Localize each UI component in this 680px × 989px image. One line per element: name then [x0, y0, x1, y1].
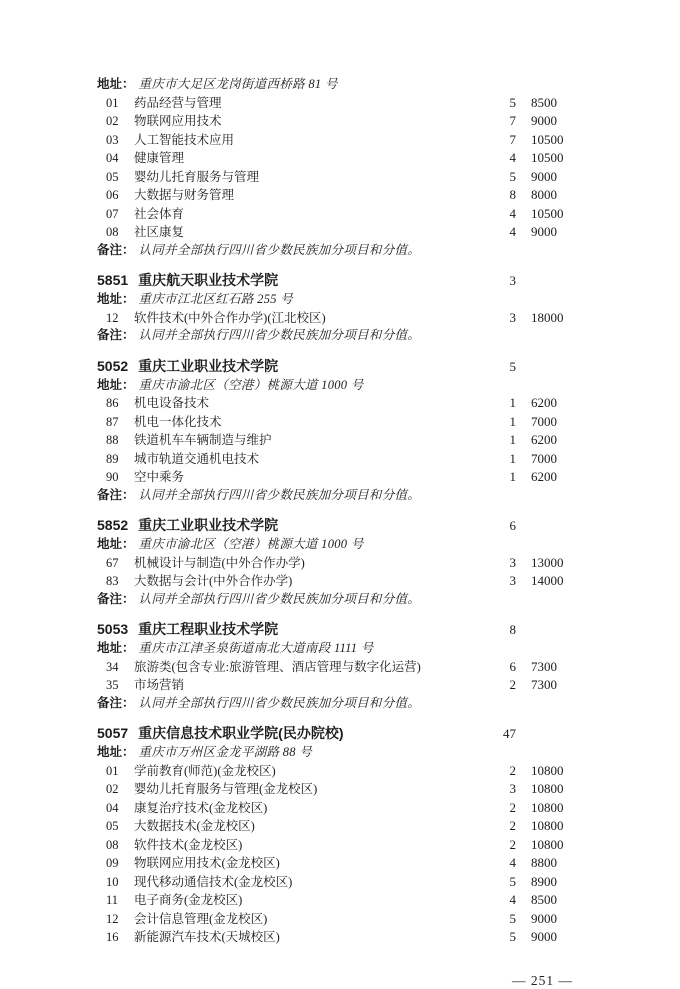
institution-name: 重庆工业职业技术学院	[138, 517, 279, 533]
major-tuition-fee: 7300	[531, 677, 557, 692]
major-plan-count: 1	[509, 395, 516, 410]
institution-quota: 5	[509, 358, 516, 374]
note-text: 认同并全部执行四川省少数民族加分项目和分值。	[138, 487, 421, 502]
major-tuition-fee: 10800	[531, 836, 564, 852]
note-label: 备注：	[97, 328, 135, 342]
address-text: 重庆市江津圣泉街道南北大道南段 1111 号	[138, 641, 374, 655]
major-name: 物联网应用技术(金龙校区)	[134, 856, 280, 870]
major-name: 大数据技术(金龙校区)	[134, 819, 255, 833]
address-text: 重庆市万州区金龙平湖路 88 号	[138, 745, 313, 759]
note-label: 备注：	[97, 242, 135, 257]
major-row	[97, 836, 573, 855]
major-name: 人工智能技术应用	[134, 132, 235, 147]
major-plan-count: 1	[509, 413, 516, 429]
major-plan-count: 4	[509, 150, 516, 165]
major-code: 04	[106, 800, 119, 815]
major-plan-count: 2	[509, 818, 516, 833]
major-name: 药品经营与管理	[134, 95, 222, 110]
major-name: 机械设计与制造(中外合作办学)	[134, 555, 305, 570]
major-plan-count: 3	[509, 573, 516, 588]
major-name: 旅游类(包含专业:旅游管理、酒店管理与数字化运营)	[134, 659, 421, 674]
institution-code: 5852	[97, 517, 129, 533]
major-plan-count: 5	[509, 168, 516, 184]
institution-section	[97, 356, 573, 505]
institution-quota: 8	[509, 622, 516, 637]
major-row	[97, 413, 573, 432]
major-tuition-fee: 6200	[531, 469, 557, 484]
major-tuition-fee: 9000	[531, 113, 557, 128]
major-plan-count: 7	[509, 113, 516, 128]
address-line	[97, 76, 573, 94]
major-code: 86	[106, 396, 119, 410]
major-tuition-fee: 14000	[531, 573, 564, 588]
major-row	[97, 780, 573, 799]
major-code: 04	[106, 151, 119, 165]
major-row	[97, 676, 573, 695]
note-text: 认同并全部执行四川省少数民族加分项目和分值。	[138, 695, 421, 710]
major-tuition-fee: 13000	[531, 554, 564, 570]
address-text: 重庆市大足区龙岗街道西桥路 81 号	[138, 77, 338, 91]
major-row	[97, 928, 573, 947]
major-row	[97, 873, 573, 892]
address-label: 地址：	[97, 292, 135, 306]
major-row	[97, 854, 573, 873]
major-name: 社会体育	[134, 206, 185, 221]
major-tuition-fee: 8900	[531, 873, 557, 889]
institution-section	[97, 270, 573, 345]
address-label: 地址：	[97, 537, 135, 551]
major-plan-count: 3	[509, 309, 516, 325]
institution-code: 5057	[97, 725, 129, 741]
major-tuition-fee: 9000	[531, 168, 557, 184]
major-name: 物联网应用技术	[134, 114, 222, 128]
major-row	[97, 131, 573, 150]
major-name: 空中乘务	[134, 470, 185, 484]
institution-name: 重庆信息技术职业学院(民办院校)	[138, 725, 344, 741]
major-tuition-fee: 8500	[531, 892, 557, 907]
major-plan-count: 1	[509, 432, 516, 447]
major-row	[97, 891, 573, 910]
major-tuition-fee: 10500	[531, 205, 564, 221]
note-line	[97, 242, 573, 260]
institution-header	[97, 723, 573, 744]
major-plan-count: 4	[509, 205, 516, 221]
major-plan-count: 2	[509, 799, 516, 815]
major-row	[97, 112, 573, 131]
major-name: 城市轨道交通机电技术	[134, 451, 260, 466]
major-name: 现代移动通信技术(金龙校区)	[134, 874, 293, 889]
institution-code: 5851	[97, 272, 129, 288]
note-line	[97, 327, 573, 345]
address-line	[97, 744, 573, 762]
major-code: 67	[106, 555, 119, 570]
institution-quota: 6	[509, 518, 516, 533]
institution-header	[97, 619, 573, 640]
note-line	[97, 487, 573, 505]
note-text: 认同并全部执行四川省少数民族加分项目和分值。	[138, 328, 421, 342]
major-plan-count: 8	[509, 187, 516, 202]
institution-code: 5053	[97, 621, 129, 637]
major-plan-count: 4	[509, 855, 516, 870]
major-row	[97, 910, 573, 929]
major-tuition-fee: 18000	[531, 309, 564, 325]
major-name: 大数据与财务管理	[134, 188, 235, 202]
major-row	[97, 799, 573, 818]
major-row	[97, 468, 573, 487]
address-line	[97, 536, 573, 554]
major-code: 07	[106, 206, 119, 221]
major-plan-count: 2	[509, 762, 516, 778]
address-label: 地址：	[97, 377, 135, 392]
note-label: 备注：	[97, 695, 135, 710]
major-tuition-fee: 10800	[531, 818, 564, 833]
note-text: 认同并全部执行四川省少数民族加分项目和分值。	[138, 242, 421, 257]
major-row	[97, 817, 573, 836]
major-row	[97, 309, 573, 328]
major-tuition-fee: 10800	[531, 762, 564, 778]
major-code: 11	[106, 893, 119, 907]
major-name: 电子商务(金龙校区)	[134, 893, 243, 907]
address-label: 地址：	[97, 745, 135, 759]
major-name: 婴幼儿托育服务与管理	[134, 169, 260, 184]
sections	[97, 76, 573, 947]
major-tuition-fee: 7000	[531, 450, 557, 466]
major-plan-count: 1	[509, 469, 516, 484]
major-code: 88	[106, 433, 119, 447]
major-plan-count: 5	[509, 94, 516, 110]
major-plan-count: 6	[509, 658, 516, 674]
major-name: 市场营销	[134, 678, 185, 692]
major-name: 新能源汽车技术(天城校区)	[134, 930, 280, 944]
major-row	[97, 554, 573, 573]
address-text: 重庆市渝北区（空港）桃源大道 1000 号	[138, 377, 364, 392]
address-line	[97, 291, 573, 309]
major-row	[97, 94, 573, 113]
major-tuition-fee: 10800	[531, 781, 564, 796]
address-text: 重庆市渝北区（空港）桃源大道 1000 号	[138, 537, 364, 551]
major-plan-count: 3	[509, 781, 516, 796]
major-name: 软件技术(金龙校区)	[134, 837, 243, 852]
major-plan-count: 5	[509, 929, 516, 944]
major-tuition-fee: 9000	[531, 910, 557, 926]
major-plan-count: 2	[509, 836, 516, 852]
major-code: 02	[106, 782, 119, 796]
major-code: 34	[106, 659, 119, 674]
major-name: 康复治疗技术(金龙校区)	[134, 800, 268, 815]
major-tuition-fee: 6200	[531, 395, 557, 410]
major-tuition-fee: 10500	[531, 150, 564, 165]
major-code: 08	[106, 225, 119, 239]
major-row	[97, 186, 573, 205]
major-tuition-fee: 7000	[531, 413, 557, 429]
major-row	[97, 149, 573, 168]
major-name: 机电设备技术	[134, 396, 210, 410]
major-code: 03	[106, 132, 119, 147]
institution-name: 重庆工程职业技术学院	[138, 621, 279, 637]
major-tuition-fee: 10800	[531, 799, 564, 815]
major-code: 83	[106, 574, 119, 588]
institution-section	[97, 76, 573, 259]
major-code: 12	[106, 310, 119, 325]
major-tuition-fee: 8800	[531, 855, 557, 870]
major-row	[97, 450, 573, 469]
major-tuition-fee: 8000	[531, 187, 557, 202]
institution-section	[97, 619, 573, 712]
major-code: 06	[106, 188, 119, 202]
major-name: 健康管理	[134, 151, 185, 165]
major-name: 婴幼儿托育服务与管理(金龙校区)	[134, 782, 318, 796]
major-plan-count: 5	[509, 910, 516, 926]
institution-quota: 47	[503, 726, 516, 741]
major-name: 学前教育(师范)(金龙校区)	[134, 763, 276, 778]
address-label: 地址：	[97, 77, 135, 91]
institution-code: 5052	[97, 357, 129, 374]
major-code: 05	[106, 169, 119, 184]
major-plan-count: 4	[509, 224, 516, 239]
major-code: 09	[106, 856, 119, 870]
address-label: 地址：	[97, 641, 135, 655]
note-line	[97, 695, 573, 713]
address-line	[97, 377, 573, 395]
major-tuition-fee: 6200	[531, 432, 557, 447]
institution-quota: 3	[509, 273, 516, 288]
institution-header	[97, 270, 573, 291]
address-text: 重庆市江北区红石路 255 号	[138, 292, 294, 306]
institution-section	[97, 723, 573, 947]
major-code: 12	[106, 911, 119, 926]
major-row	[97, 431, 573, 450]
major-plan-count: 2	[509, 677, 516, 692]
institution-name: 重庆工业职业技术学院	[138, 357, 279, 374]
major-plan-count: 4	[509, 892, 516, 907]
major-name: 大数据与会计(中外合作办学)	[134, 574, 293, 588]
major-tuition-fee: 9000	[531, 929, 557, 944]
institution-header	[97, 515, 573, 536]
major-plan-count: 3	[509, 554, 516, 570]
major-code: 10	[106, 874, 119, 889]
major-row	[97, 205, 573, 224]
major-code: 35	[106, 678, 119, 692]
major-row	[97, 658, 573, 677]
major-name: 机电一体化技术	[134, 414, 222, 429]
major-tuition-fee: 10500	[531, 131, 564, 147]
major-plan-count: 1	[509, 450, 516, 466]
major-code: 01	[106, 95, 119, 110]
major-code: 90	[106, 470, 119, 484]
major-name: 社区康复	[134, 225, 185, 239]
note-text: 认同并全部执行四川省少数民族加分项目和分值。	[138, 591, 421, 606]
major-name: 会计信息管理(金龙校区)	[134, 911, 268, 926]
major-name: 软件技术(中外合作办学)(江北校区)	[134, 310, 326, 325]
major-code: 89	[106, 451, 119, 466]
major-plan-count: 7	[509, 131, 516, 147]
address-line	[97, 640, 573, 658]
major-row	[97, 394, 573, 413]
major-tuition-fee: 7300	[531, 658, 557, 674]
institution-name: 重庆航天职业技术学院	[138, 272, 279, 288]
note-label: 备注：	[97, 487, 135, 502]
major-row	[97, 762, 573, 781]
major-tuition-fee: 8500	[531, 94, 557, 110]
major-plan-count: 5	[509, 873, 516, 889]
major-tuition-fee: 9000	[531, 224, 557, 239]
note-line	[97, 591, 573, 609]
major-row	[97, 168, 573, 187]
note-label: 备注：	[97, 591, 135, 606]
major-code: 05	[106, 819, 119, 833]
major-row	[97, 223, 573, 242]
institution-header	[97, 356, 573, 377]
major-code: 16	[106, 930, 119, 944]
major-code: 08	[106, 837, 119, 852]
page-number: — 251 —	[512, 972, 573, 988]
major-code: 87	[106, 414, 119, 429]
major-name: 铁道机车车辆制造与维护	[134, 433, 272, 447]
major-code: 02	[106, 114, 119, 128]
major-code: 01	[106, 763, 119, 778]
institution-section	[97, 515, 573, 608]
major-row	[97, 572, 573, 591]
